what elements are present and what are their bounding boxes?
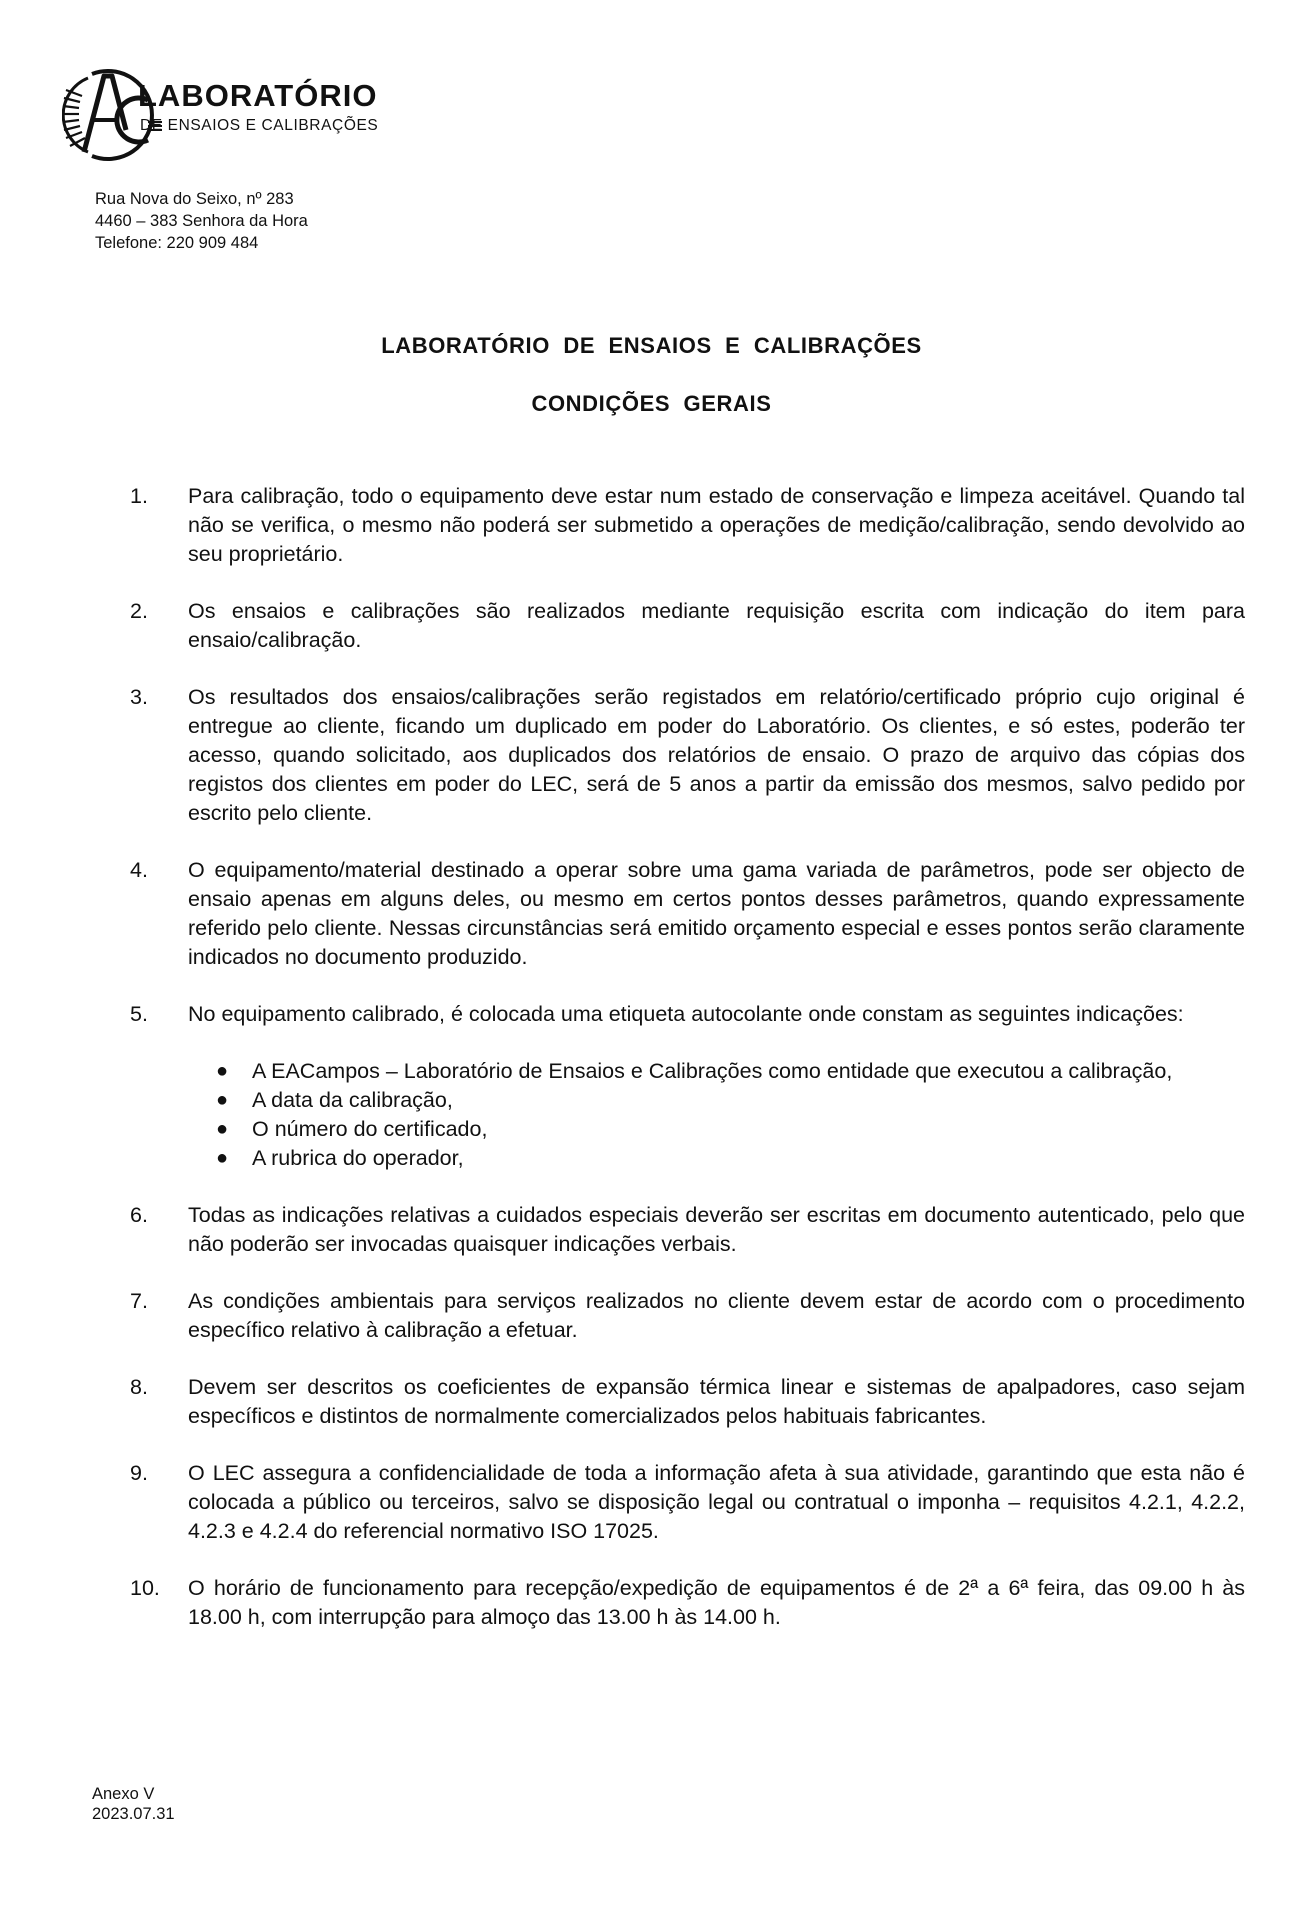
condition-item: [130, 1000, 1245, 1173]
logo-subtitle: DE ENSAIOS E CALIBRAÇÕES: [140, 117, 379, 134]
condition-text: Os resultados dos ensaios/calibrações serão registados em relatório/certificado próprio cujo original é entregue ao cliente, ficando um duplicado em poder do Laboratório. Os clientes, e só estes, poderão ter acesso, quando solicitado, aos duplicados dos relatórios de ensaio. O prazo de arquivo das cópias dos registos dos clientes em poder do LEC, será de 5 anos a partir da emissão dos mesmos, salvo pedido por escrito pelo cliente.: [188, 685, 1245, 825]
annex-label: Anexo V: [92, 1785, 155, 1803]
conditions-list: [130, 482, 1245, 1660]
list-item: [216, 1086, 1245, 1115]
condition-text: Todas as indicações relativas a cuidados especiais deverão ser escritas em documento autenticado, pelo que não poderão ser invocadas quaisquer indicações verbais.: [188, 1203, 1245, 1256]
list-item: [216, 1144, 1245, 1173]
condition-number: 4.: [130, 858, 148, 882]
address-street: Rua Nova do Seixo, nº 283: [95, 190, 294, 208]
bullet-text: A EACampos – Laboratório de Ensaios e Calibrações como entidade que executou a calibração,: [252, 1059, 1173, 1083]
bullet-text: O número do certificado,: [252, 1117, 488, 1141]
condition-text: As condições ambientais para serviços realizados no cliente devem estar de acordo com o procedimento específico relativo à calibração a efetuar.: [188, 1289, 1245, 1342]
document-date: 2023.07.31: [92, 1805, 175, 1823]
condition-number: 8.: [130, 1375, 148, 1399]
bullet-icon: ●: [216, 1147, 229, 1169]
condition-number: 1.: [130, 484, 148, 508]
condition-text: Os ensaios e calibrações são realizados mediante requisição escrita com indicação do item para ensaio/calibração.: [188, 599, 1245, 652]
list-item: [216, 1115, 1245, 1144]
condition-text: O LEC assegura a confidencialidade de toda a informação afeta à sua atividade, garantindo que esta não é colocada a público ou terceiros, salvo se disposição legal ou contratual o imponha – requisitos 4.2.1, 4.2.2, 4.2.3 e 4.2.4 do referencial normativo ISO 17025.: [188, 1461, 1245, 1543]
condition-item: [130, 1201, 1245, 1259]
condition-item: [130, 1574, 1245, 1632]
condition-item: [130, 1373, 1245, 1431]
condition-number: 7.: [130, 1289, 148, 1313]
condition-text: Para calibração, todo o equipamento deve estar num estado de conservação e limpeza aceitável. Quando tal não se verifica, o mesmo não poderá ser submetido a operações de medição/calibração, sendo devolvido ao seu proprietário.: [188, 484, 1245, 566]
bullet-icon: ●: [216, 1089, 229, 1111]
address-block: [95, 188, 308, 254]
condition-text: Devem ser descritos os coeficientes de expansão térmica linear e sistemas de apalpadores, caso sejam específicos e distintos de normalmente comercializados pelos habituais fabricantes.: [188, 1375, 1245, 1428]
company-logo: [62, 60, 422, 170]
bullet-icon: ●: [216, 1118, 229, 1140]
condition-number: 3.: [130, 685, 148, 709]
condition-text: No equipamento calibrado, é colocada uma etiqueta autocolante onde constam as seguintes indicações:: [188, 1002, 1184, 1026]
condition-number: 5.: [130, 1002, 148, 1026]
document-title: LABORATÓRIO DE ENSAIOS E CALIBRAÇÕES: [381, 333, 922, 358]
bullet-icon: ●: [216, 1060, 229, 1082]
address-phone: Telefone: 220 909 484: [95, 234, 259, 252]
condition-text: O horário de funcionamento para recepção/expedição de equipamentos é de 2ª a 6ª feira, das 09.00 h às 18.00 h, com interrupção para almoço das 13.00 h às 14.00 h.: [188, 1576, 1245, 1629]
condition-number: 10.: [130, 1576, 160, 1600]
ac-logo-icon: [62, 60, 162, 170]
footer: [92, 1784, 175, 1824]
logo-title: LABORATÓRIO: [138, 78, 378, 113]
address-city: 4460 – 383 Senhora da Hora: [95, 212, 308, 230]
condition-item: [130, 856, 1245, 972]
condition-number: 9.: [130, 1461, 148, 1485]
list-item: [216, 1057, 1245, 1086]
bullet-text: A rubrica do operador,: [252, 1146, 464, 1170]
condition-number: 6.: [130, 1203, 148, 1227]
condition-item: [130, 597, 1245, 655]
condition-number: 2.: [130, 599, 148, 623]
document-subtitle: CONDIÇÕES GERAIS: [531, 391, 772, 416]
condition-item: [130, 1459, 1245, 1546]
condition-item: [130, 1287, 1245, 1345]
condition-item: [130, 482, 1245, 569]
label-indications-list: [188, 1057, 1245, 1173]
condition-item: [130, 683, 1245, 828]
condition-text: O equipamento/material destinado a operar sobre uma gama variada de parâmetros, pode ser objecto de ensaio apenas em alguns deles, ou mesmo em certos pontos desses parâmetros, quando expressamente referido pelo cliente. Nessas circunstâncias será emitido orçamento especial e esses pontos serão claramente indicados no documento produzido.: [188, 858, 1245, 969]
bullet-text: A data da calibração,: [252, 1088, 453, 1112]
